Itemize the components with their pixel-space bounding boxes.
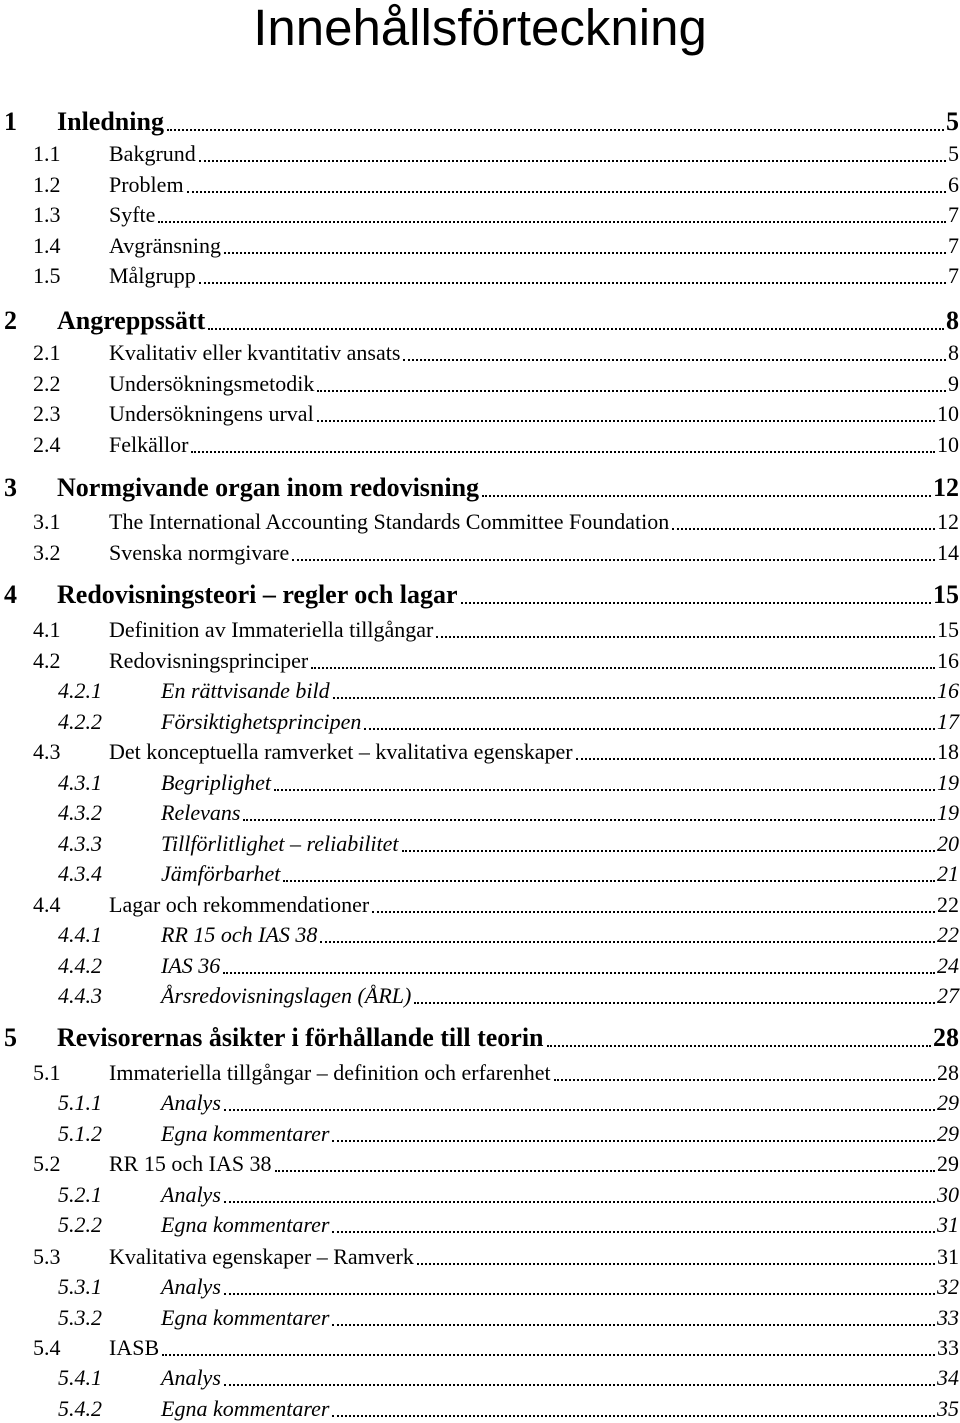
toc-page-number: 24 [937, 953, 959, 978]
toc-number: 5.1 [33, 1060, 61, 1085]
toc-number: 4.2.1 [58, 678, 102, 703]
toc-page-number: 18 [937, 739, 959, 764]
toc-number: 4.2.2 [58, 709, 102, 734]
toc-dot-leader [402, 847, 935, 852]
toc-page-number: 7 [948, 233, 959, 258]
toc-page-number: 19 [937, 770, 959, 795]
toc-section[interactable] [33, 1242, 959, 1270]
toc-dot-leader [199, 157, 946, 162]
toc-page-number: 5 [948, 141, 959, 166]
toc-page-number: 32 [937, 1274, 959, 1299]
toc-page-number: 20 [937, 831, 959, 856]
toc-subsection[interactable] [58, 1119, 959, 1147]
toc-section[interactable] [33, 231, 959, 259]
toc-number: 2.4 [33, 432, 61, 457]
toc-dot-leader [199, 279, 946, 284]
toc-dot-leader [243, 816, 935, 821]
toc-number: 5.2.1 [58, 1182, 102, 1207]
toc-page-number: 34 [937, 1365, 959, 1390]
toc-heading: Undersökningens urval [109, 401, 314, 426]
toc-page-number: 28 [937, 1060, 959, 1085]
toc-heading: Kvalitativa egenskaper – Ramverk [109, 1244, 414, 1269]
toc-dot-leader [414, 999, 935, 1004]
toc-heading: Lagar och rekommendationer [109, 892, 370, 917]
toc-number: 4 [4, 580, 17, 609]
toc-dot-leader [554, 1076, 935, 1081]
toc-dot-leader [547, 1041, 932, 1047]
toc-number: 3.2 [33, 540, 61, 565]
toc-section[interactable] [33, 369, 959, 397]
toc-section[interactable] [33, 399, 959, 427]
toc-subsection[interactable] [58, 1180, 959, 1208]
toc-heading: Angreppssätt [57, 306, 206, 335]
toc-heading: Analys [161, 1182, 221, 1207]
toc-number: 3 [4, 473, 17, 502]
toc-heading: Avgränsning [109, 233, 222, 258]
toc-heading: The International Accounting Standards Committee Foundation [109, 509, 670, 534]
toc-number: 4.1 [33, 617, 61, 642]
toc-dot-leader [162, 1351, 935, 1356]
toc-number: 5.1.1 [58, 1090, 102, 1115]
toc-section[interactable] [33, 538, 959, 566]
toc-dot-leader [224, 1198, 935, 1203]
toc-dot-leader [332, 1321, 935, 1326]
toc-number: 4.4.3 [58, 983, 102, 1008]
toc-page-number: 28 [933, 1023, 959, 1052]
toc-heading: En rättvisande bild [161, 678, 330, 703]
toc-dot-leader [332, 1412, 935, 1417]
toc-number: 1.3 [33, 202, 61, 227]
toc-number: 5.4.1 [58, 1365, 102, 1390]
toc-subsection[interactable] [58, 1303, 959, 1331]
toc-heading: Inledning [57, 107, 164, 136]
toc-heading: Revisorernas åsikter i förhållande till teorin [57, 1023, 544, 1052]
toc-number: 5.3.1 [58, 1274, 102, 1299]
toc-number: 5.2.2 [58, 1212, 102, 1237]
page-title: Innehållsförteckning [253, 0, 707, 56]
toc-number: 5 [4, 1023, 17, 1052]
toc-number: 1.1 [33, 141, 61, 166]
toc-number: 5.4 [33, 1335, 61, 1360]
toc-section[interactable] [33, 1058, 959, 1086]
toc-page-number: 8 [948, 340, 959, 365]
toc-section[interactable] [33, 646, 959, 674]
toc-page-number: 29 [937, 1151, 959, 1176]
toc-number: 2.2 [33, 371, 61, 396]
toc-section[interactable] [33, 261, 959, 289]
toc-number: 5.3.2 [58, 1305, 102, 1330]
toc-page-number: 22 [937, 922, 959, 947]
toc-heading: Tillförlitlighet – reliabilitet [161, 831, 399, 856]
toc-heading: Försiktighetsprincipen [161, 709, 362, 734]
toc-section[interactable] [33, 430, 959, 458]
toc-heading: Analys [161, 1365, 221, 1390]
toc-heading: Immateriella tillgångar – definition och erfarenhet [109, 1060, 551, 1085]
toc-subsection[interactable] [58, 859, 959, 887]
toc-page-number: 33 [937, 1335, 959, 1360]
toc-heading: Definition av Immateriella tillgångar [109, 617, 434, 642]
toc-heading: Syfte [109, 202, 156, 227]
toc-heading: Relevans [161, 800, 241, 825]
toc-heading: Analys [161, 1274, 221, 1299]
toc-heading: Undersökningsmetodik [109, 371, 315, 396]
toc-page-number: 14 [937, 540, 959, 565]
toc-heading: Analys [161, 1090, 221, 1115]
toc-heading: Felkällor [109, 432, 189, 457]
toc-number: 4.4.2 [58, 953, 102, 978]
toc-section[interactable] [33, 737, 959, 765]
toc-heading: Redovisningsteori – regler och lagar [57, 580, 458, 609]
toc-heading: Målgrupp [109, 263, 196, 288]
toc-dot-leader [292, 556, 935, 561]
toc-page-number: 7 [948, 263, 959, 288]
toc-dot-leader [576, 755, 935, 760]
toc-dot-leader [317, 387, 946, 392]
toc-section[interactable] [33, 1333, 959, 1361]
toc-page-number: 15 [937, 617, 959, 642]
toc-subsection[interactable] [58, 1272, 959, 1300]
toc-page-number: 12 [937, 509, 959, 534]
toc-subsection[interactable] [58, 676, 959, 704]
toc-number: 2.3 [33, 401, 61, 426]
toc-page-number: 9 [948, 371, 959, 396]
toc-page-number: 33 [937, 1305, 959, 1330]
toc-subsection[interactable] [58, 1210, 959, 1238]
toc-page-number: 27 [937, 983, 959, 1008]
toc-number: 5.1.2 [58, 1121, 102, 1146]
toc-page-number: 16 [937, 678, 959, 703]
toc-dot-leader [167, 125, 944, 131]
toc-page-number: 29 [937, 1090, 959, 1115]
toc-dot-leader [208, 324, 944, 330]
toc-section[interactable] [33, 1149, 959, 1177]
toc-heading: Svenska normgivare [109, 540, 290, 565]
toc-number: 1.4 [33, 233, 61, 258]
toc-section[interactable] [33, 139, 959, 167]
toc-dot-leader [332, 1137, 935, 1142]
toc-dot-leader [223, 969, 935, 974]
toc-page-number: 12 [933, 473, 959, 502]
toc-page-number: 17 [937, 709, 959, 734]
toc-page-number: 21 [937, 861, 959, 886]
toc-dot-leader [332, 1228, 935, 1233]
toc-subsection[interactable] [58, 1394, 959, 1422]
toc-page-number: 19 [937, 800, 959, 825]
toc-subsection[interactable] [58, 707, 959, 735]
toc-page-number: 31 [937, 1244, 959, 1269]
toc-subsection[interactable] [58, 981, 959, 1009]
toc-section[interactable] [33, 890, 959, 918]
toc-heading: RR 15 och IAS 38 [109, 1151, 272, 1176]
toc-page-number: 30 [937, 1182, 959, 1207]
toc-number: 5.2 [33, 1151, 61, 1176]
toc-heading: Kvalitativ eller kvantitativ ansats [109, 340, 401, 365]
toc-heading: Det konceptuella ramverket – kvalitativa egenskaper [109, 739, 573, 764]
toc-number: 4.3.4 [58, 861, 102, 886]
toc-dot-leader [417, 1260, 935, 1265]
toc-chapter[interactable] [4, 304, 959, 336]
toc-dot-leader [672, 525, 935, 530]
toc-number: 4.4.1 [58, 922, 102, 947]
toc-page-number: 15 [933, 580, 959, 609]
toc-heading: Jämförbarhet [161, 861, 281, 886]
toc-number: 4.2 [33, 648, 61, 673]
toc-dot-leader [191, 448, 935, 453]
toc-section[interactable] [33, 615, 959, 643]
toc-heading: Egna kommentarer [161, 1396, 330, 1421]
toc-dot-leader [311, 664, 935, 669]
toc-subsection[interactable] [58, 951, 959, 979]
toc-dot-leader [224, 1106, 935, 1111]
toc-dot-leader [320, 938, 935, 943]
toc-number: 3.1 [33, 509, 61, 534]
toc-subsection[interactable] [58, 1363, 959, 1391]
toc-dot-leader [158, 218, 946, 223]
toc-dot-leader [436, 633, 935, 638]
toc-page-number: 35 [937, 1396, 959, 1421]
toc-dot-leader [482, 491, 931, 497]
toc-page-number: 10 [937, 432, 959, 457]
toc-number: 2.1 [33, 340, 61, 365]
toc-heading: IAS 36 [161, 953, 221, 978]
toc-number: 5.3 [33, 1244, 61, 1269]
toc-dot-leader [224, 1381, 935, 1386]
toc-page-number: 10 [937, 401, 959, 426]
toc-chapter[interactable] [4, 471, 959, 503]
toc-heading: Bakgrund [109, 141, 196, 166]
toc-dot-leader [317, 417, 935, 422]
toc-dot-leader [187, 188, 946, 193]
toc-section[interactable] [33, 338, 959, 366]
toc-number: 1 [4, 107, 17, 136]
toc-section[interactable] [33, 170, 959, 198]
toc-heading: Egna kommentarer [161, 1121, 330, 1146]
toc-subsection[interactable] [58, 1088, 959, 1116]
toc-heading: Normgivande organ inom redovisning [57, 473, 480, 502]
toc-dot-leader [461, 598, 931, 604]
toc-number: 1.5 [33, 263, 61, 288]
toc-page-number: 8 [946, 306, 959, 335]
toc-page-number: 16 [937, 648, 959, 673]
toc-subsection[interactable] [58, 798, 959, 826]
toc-page-number: 31 [937, 1212, 959, 1237]
toc-subsection[interactable] [58, 829, 959, 857]
toc-number: 1.2 [33, 172, 61, 197]
toc-section[interactable] [33, 200, 959, 228]
toc-page-number: 7 [948, 202, 959, 227]
toc-dot-leader [333, 694, 935, 699]
toc-number: 4.3 [33, 739, 61, 764]
toc-page-number: 6 [948, 172, 959, 197]
toc-dot-leader [364, 725, 935, 730]
toc-heading: Egna kommentarer [161, 1212, 330, 1237]
toc-heading: Årsredovisningslagen (ÅRL) [161, 983, 412, 1008]
toc-dot-leader [224, 249, 946, 254]
toc-heading: RR 15 och IAS 38 [161, 922, 318, 947]
toc-section[interactable] [33, 507, 959, 535]
toc-number: 4.3.1 [58, 770, 102, 795]
toc-heading: Egna kommentarer [161, 1305, 330, 1330]
toc-dot-leader [283, 877, 935, 882]
toc-dot-leader [274, 786, 935, 791]
toc-subsection[interactable] [58, 920, 959, 948]
toc-chapter[interactable] [4, 1021, 959, 1053]
toc-page-number: 22 [937, 892, 959, 917]
toc-number: 4.3.2 [58, 800, 102, 825]
toc-dot-leader [403, 356, 946, 361]
toc-heading: Problem [109, 172, 184, 197]
toc-subsection[interactable] [58, 768, 959, 796]
toc-page-number: 5 [946, 107, 959, 136]
toc-dot-leader [275, 1167, 935, 1172]
toc-number: 4.3.3 [58, 831, 102, 856]
toc-dot-leader [372, 908, 935, 913]
toc-heading: Begriplighet [161, 770, 271, 795]
toc-chapter[interactable] [4, 578, 959, 610]
toc-number: 4.4 [33, 892, 61, 917]
toc-dot-leader [224, 1290, 935, 1295]
toc-number: 2 [4, 306, 17, 335]
toc-heading: IASB [109, 1335, 160, 1360]
toc-number: 5.4.2 [58, 1396, 102, 1421]
toc-page-number: 29 [937, 1121, 959, 1146]
toc-chapter[interactable] [4, 105, 959, 137]
toc-heading: Redovisningsprinciper [109, 648, 309, 673]
